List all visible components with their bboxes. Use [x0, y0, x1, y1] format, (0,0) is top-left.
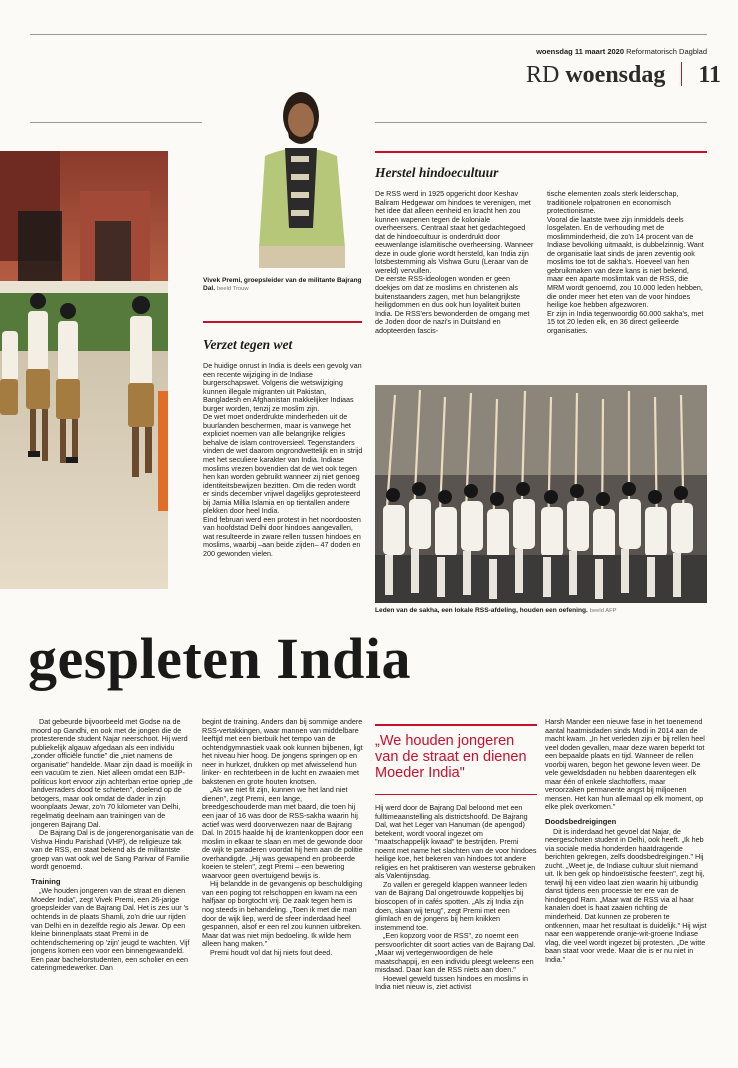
portrait-credit: beeld Trouw: [216, 286, 249, 292]
portrait-caption: [203, 277, 363, 293]
article-paragraph: begint de training. Anders dan bij sommige andere RSS-vertakkingen, waar mannen van middelbare leeftijd met een bierbuik het tempo van de ochtendgymnastiek vaak ook kunnen bijbenen, ligt het niveau hier hoog. De jongens springen op en neer in hurkzet, drukken op met afwisselend hun linker- en rechterbeen in de lucht en zwaaien met bakstenen en grote houten knotsen.: [202, 717, 363, 786]
article-paragraph: Hoewel geweld tussen hindoes en moslims in India niet nieuw is, ziet activist: [375, 973, 529, 992]
pullquote-bottom-rule: [375, 794, 537, 795]
pullquote-red-rule: [375, 724, 537, 726]
march-caption-text: Leden van de sakha, een lokale RSS-afdeling, houden een oefening.: [375, 607, 588, 614]
box-right-col2: [547, 190, 707, 335]
article-col1: [31, 718, 194, 973]
box-left-body: [203, 362, 363, 559]
article-paragraph: Harsh Mander een nieuwe fase in het toenemend aantal haatmisdaden sinds Modi in 2014 aan de macht kwam. „In het verleden zijn er bij rellen heel veel doden gevallen, maar deze waren beperkt tot een bepaalde plaats en tijd. Wanneer de rellen voorbij waren, begon het gewone leven weer. De vele geweldsdaden nu hebben daarentegen elk maar één of enkele slachtoffers, maar veroorzaken permanente angst bij miljoenen mensen. Het kan hun allemaal op elk moment, op elke plek overkomen.": [545, 717, 705, 812]
article-col4: [545, 718, 707, 964]
courtyard-photo-graphic: [0, 151, 168, 589]
section-day: woensdag: [565, 62, 666, 88]
section-header: [526, 62, 721, 89]
issue-date: woensdag 11 maart 2020: [536, 47, 625, 56]
box-right-paragraph: Vooral die laatste twee zijn inmiddels deels losgelaten. En de verhouding met de moslimminderheid, die zo'n 14 procent van de Indiase bevolking uitmaakt, is dubbelzinnig. Want de organisatie laat sinds de jaren zeventig ook moslims toe tot de sakha's. Hoeveel van hen gebruikmaken van deze kans is niet bekend, maar een aparte moslimtak van de RSS, die MRM wordt genoemd, zou 10.000 leden hebben, die onder meer het eten van de voor hindoes heilige koe hebben afgezworen.: [547, 214, 704, 310]
right-rule: [375, 122, 707, 123]
box-left-paragraph: De huidige onrust in India is deels een gevolg van een recente wijziging in de Indiase burgerschapswet. Volgens die wetswijziging kunnen illegale migranten uit Pakistan, Bangladesh en Afghanistan makkelijker Indiaas burger worden, tenzij ze moslim zijn.: [203, 361, 362, 413]
header-separator: [681, 62, 682, 86]
box-right-paragraph: tische elementen zoals sterk leiderschap, traditionele rolpatronen en economisch protectionisme.: [547, 189, 679, 216]
article-paragraph: „We houden jongeren van de straat en dienen Moeder India", zegt Vivek Premi, een 26-jarige groepsleider van de Bajrang Dal. Het is zes uur 's ochtends in de plaats Shamli, zo'n drie uur rijden van Delhi en in dezelfde regio als Jewar. Op een kleine binnenplaats staat Premi in de ochtendschemering op 'zijn' jeugd te wachten. Vijf jongens komen een voor een binnengewandeld. Een paar bachelorstudenten, een scholier en een cateringmedewerker. Dan: [31, 886, 190, 973]
subheading-doodsbedreigingen: Doodsbedreigingen: [545, 817, 617, 827]
march-photo: [375, 385, 707, 603]
page-number: 11: [698, 62, 722, 88]
article-paragraph: Dit is inderdaad het gevoel dat Najar, de neergeschoten student in Delhi, ook heeft. „Ik heb via sociale media honderden haatdragende berichten gekregen, zelfs doodsbedreigingen." Hij zucht. „Weet je, de Indiase cultuur sluit niemand uit. Ik ben gek op hindoeïstische feesten", zegt hij, terwijl hij een video laat zien waarin hij uitbundig danst tijdens een processie ter ere van de hindoegod Ram. „Maar wat de RSS via al haar kanalen doet is haat zaaien richting de minderheid. Dat kunnen ze proberen te ontkennen, maar het resultaat is duidelijk." Hij wijst naar een wapperende oranje-wit-groene Indiase vlag, die veel wordt ingezet bij protesten. „De witte baan staat voor vrede. Maar die is er nu niet in India.": [545, 826, 707, 964]
headline: gespleten India: [28, 626, 411, 691]
march-caption: [375, 607, 707, 615]
box-right-red-rule: [375, 151, 707, 153]
box-left-heading: Verzet tegen wet: [203, 337, 293, 352]
box-left-paragraph: De wet moet onderdrukte minderheden uit de buurlanden beschermen, maar is vanwege het expliciet noemen van alle belangrijke religies behalve de islam controversieel. Tegenstanders vinden de wet daarom ongrondwettelijk en in strijd met het seculiere karakter van India. Indiase moslims vrezen bovendien dat de wet ook tegen hen kan worden gebruikt wanneer zij niet genoeg identiteitsbewijzen bezitten. Om die reden wordt er sinds december vrijwel dagelijks geprotesteerd bij Jamia Millia Islamia en op tientallen andere plekken door heel India.: [203, 412, 363, 516]
subheading-training: Training: [31, 876, 61, 886]
box-right-heading: Herstel hindoecultuur: [375, 165, 499, 180]
box-right-paragraph: De eerste RSS-ideologen wonden er geen doekjes om dat ze moslims en christenen als buitenstaanders zagen, met hun belangrijkste heiligdommen en dus ook hun loyaliteit buiten India. De RSS'ers bewonderden de omgang met de Joden door de nazi's in Duitsland en adopteerden fascis-: [375, 274, 530, 335]
rd-logo: RD: [526, 62, 560, 88]
box-right-paragraph: Er zijn in India tegenwoordig 60.000 sakha's, met 15 tot 20 leden elk, en 36 direct gelieerde organisaties.: [547, 308, 704, 335]
portrait-caption-text: Vivek Premi, groepsleider van de militante Bajrang Dal.: [203, 277, 362, 292]
march-photo-graphic: [375, 385, 707, 603]
article-col3: [375, 804, 537, 992]
courtyard-photo: [0, 151, 168, 589]
article-paragraph: Zo vallen er geregeld klappen wanneer leden van de Bajrang Dal ongetrouwde koppeltjes bij bioscopen of in cafés spotten. „Als zij India zijn doen, slaan wij terug", zegt Premi met een glimlach en de jongens bij hem knikken instemmend toe.: [375, 879, 527, 932]
box-right-paragraph: De RSS werd in 1925 opgericht door Keshav Baliram Hedgewar om hindoes te verenigen, met het idee dat alleen eenheid en kracht hen zou kunnen wapenen tegen de koloniale overheersers. Centraal staat het gedachtegoed dat de hindoecultuur is onderdrukt door eeuwenlange islamitische overheersing. Wanneer deze in oude glorie wordt hersteld, kan India zijn lotsbestemming als Vishwa Guru (Leraar van de wereld) vervullen.: [375, 189, 534, 275]
article-paragraph: De Bajrang Dal is de jongerenorganisatie van de Vishva Hindu Parishad (VHP), de religieuze tak van de RSS, en staat bekend als de militantste groep van wat ook wel de Sang Parivar of Familie wordt genoemd.: [31, 828, 194, 872]
box-right-col1: [375, 190, 535, 335]
box-left-paragraph: Eind februari werd een protest in het noordoosten van hoofdstad Delhi door hindoes aangevallen, wat resulteerde in zware rellen tussen hindoes en moslims, waarbij –aan beide zijden– 47 doden en 200 gewonden vielen.: [203, 514, 361, 559]
article-paragraph: „Een kopzorg voor de RSS", zo noemt een persvoorlichter dit soort acties van de Bajrang Dal. „Maar wij vertegenwoordigen de hele maatschappij, en een individu pleegt weleens een misdaad. Daar kan de RSS niets aan doen.": [375, 931, 536, 975]
portrait-graphic: [237, 78, 365, 268]
article-paragraph: Hij werd door de Bajrang Dal beloond met een fulltimeaanstelling als districtshoofd. De Bajrang Dal, wat het Leger van Hanuman (de apengod) betekent, wordt vooral ingezet om "maatschappelijk kwaad" te bestrijden. Premi noemt met name het slachten van de voor hindoes heilige koe, het bekeren van hindoes tot andere religies en het praktiseren van westerse gebruiken als Valentijnsdag.: [375, 803, 537, 881]
box-left-red-rule: [203, 321, 362, 323]
left-rule: [30, 122, 202, 123]
dateline: [420, 47, 707, 56]
portrait-photo: [237, 78, 365, 268]
top-rule: [30, 34, 707, 35]
article-paragraph: Premi houdt vol dat hij niets fout deed.: [210, 947, 333, 957]
article-col2: [202, 718, 366, 957]
article-paragraph: Hij belandde in de gevangenis op beschuldiging van een poging tot relschoppen en kwam na een halfjaar op borgtocht vrij. De zaak tegen hem is nog steeds in behandeling. „Toen ik met die man door de wijk liep, werd de sfeer inderdaad heel gespannen, alsof er een rel zou kunnen uitbreken. Maar dat was niet mijn bedoeling. Ik wilde hem alleen hang maken.": [202, 879, 363, 949]
paper-name: Reformatorisch Dagblad: [626, 47, 707, 56]
article-paragraph: Dat gebeurde bijvoorbeeld met Godse na de moord op Gandhi, en ook met de jongen die de protesterende student Najar neerschoot. Hij werd publiekelijk algauw afgedaan als een individu „zonder officiële functie" die „niet namens de organisatie" handelde. Maar zijn daad is moeilijk in een vacuüm te zien. Niet alleen omdat een BJP-politicus kort ervoor zijn achterban ertoe opriep „de landverraders dood te schieten", doelend op de betogers, maar ook omdat de dader in zijn woonplaats Jewar, zo'n 70 kilometer van Delhi, regelmatig deelnam aan trainingen van de jongeren Bajrang Dal.: [31, 717, 193, 829]
article-paragraph: „Als we niet fit zijn, kunnen we het land niet dienen", zegt Premi, een lange, breedgeschouderde man met baard, die toen hij een jaar of 16 was door de RSS-sakha waarin hij actief was werd doorverwezen naar de Bajrang Dal. In 2015 haalde hij de krantenkoppen door een moslim in elkaar te slaan en met de gewonde door de wijk te paraderen voordat hij hem aan de politie overhandigde. „Hij was gewapend en probeerde koeien te stelen", zegt Premi – een bewering waarvoor geen overtuigend bewijs is.: [202, 785, 364, 880]
march-credit: beeld AFP: [589, 608, 617, 614]
pullquote: „We houden jongeren van de straat en dienen Moeder India": [375, 733, 527, 781]
